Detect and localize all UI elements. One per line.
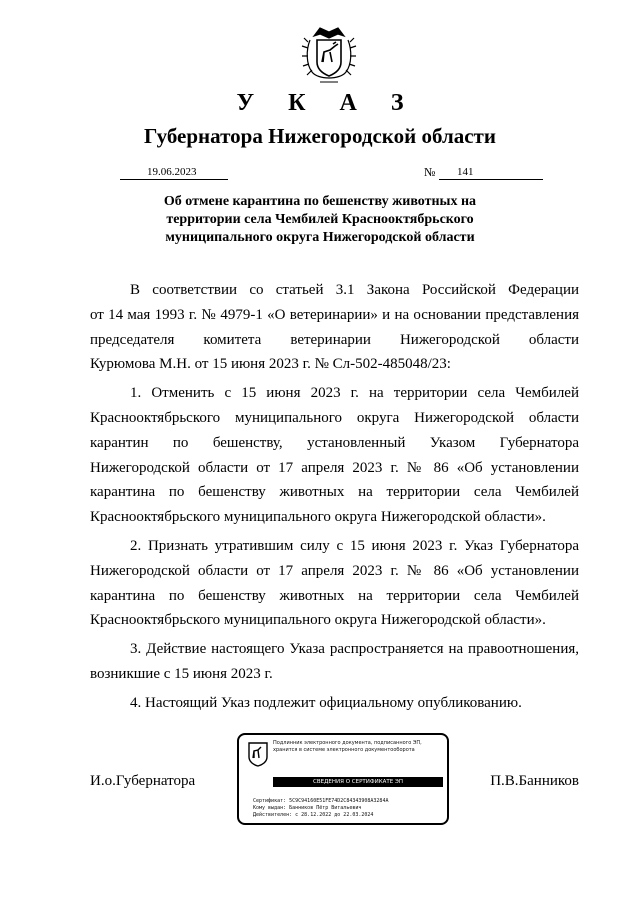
subject-line: Об отмене карантина по бешенству животных на — [163, 194, 477, 209]
text-line: Краснооктябрьского муниципального округа Нижегородской области». — [90, 612, 546, 629]
text-line: возникшие с 15 июня 2023 г. — [90, 665, 273, 682]
text-line: карантин по бешенству, установленный Указом Губернатора — [90, 434, 579, 451]
subject-line: муниципального округа Нижегородской области — [165, 230, 475, 245]
document-number: 141 — [439, 166, 543, 180]
text-line: 1. Отменить с 15 июня 2023 г. на территории села Чембилей — [130, 385, 579, 402]
text-line: карантина по бешенству животных на территории села Чембилей — [90, 484, 579, 501]
certificate-owner: Кому выдан: Банников Пётр Витальевич — [253, 805, 362, 812]
document-body — [90, 278, 579, 716]
coat-of-arms-icon — [300, 22, 358, 86]
stamp-certificate-info — [253, 798, 388, 820]
coat-of-arms-icon — [247, 741, 269, 767]
document-subject — [130, 193, 510, 247]
text-line: 3. Действие настоящего Указа распространяется на правоотношения, — [130, 641, 579, 658]
paragraph-item-1 — [90, 381, 579, 530]
text-line: председателя комитета ветеринарии Нижегородской области — [90, 331, 579, 348]
stamp-note-line: хранится в системе электронного документооборота — [273, 747, 415, 753]
subject-line: территории села Чембилей Краснооктябрьского — [166, 212, 474, 227]
text-line: Краснооктябрьского муниципального округа Нижегородской области». — [90, 509, 546, 526]
stamp-note-line: Подлинник электронного документа, подписанного ЭП, — [273, 740, 422, 746]
document-type-title: У К А З — [236, 90, 418, 116]
text-line: Нижегородской области от 17 апреля 2023 г. № 86 «Об установлении — [90, 459, 579, 476]
issuer-title: Губернатора Нижегородской области — [144, 124, 496, 148]
text-line: В соответствии со статьей 3.1 Закона Российской Федерации — [130, 282, 579, 298]
paragraph-preamble — [90, 278, 579, 377]
text-line: 2. Признать утратившим силу с 15 июня 2023 г. Указ Губернатора — [130, 537, 579, 554]
text-line: Краснооктябрьского муниципального округа Нижегородской области — [90, 409, 579, 426]
certificate-validity: Действителен: с 28.12.2022 до 22.03.2024 — [253, 812, 374, 819]
text-line: карантина по бешенству животных на территории села Чембилей — [90, 587, 579, 604]
paragraph-item-4 — [90, 691, 579, 716]
text-line: 4. Настоящий Указ подлежит официальному опубликованию. — [130, 694, 522, 711]
paragraph-item-2 — [90, 534, 579, 633]
paragraph-item-3 — [90, 637, 579, 687]
stamp-certificate-header: СВЕДЕНИЯ О СЕРТИФИКАТЕ ЭП — [273, 777, 443, 787]
signer-name: П.В.Банников — [490, 773, 579, 789]
number-label: № — [424, 165, 436, 179]
text-line: от 14 мая 1993 г. № 4979-1 «О ветеринарии» и на основании представления — [90, 306, 579, 323]
document-date: 19.06.2023 — [120, 166, 228, 180]
signer-position: И.о.Губернатора — [90, 773, 196, 789]
electronic-signature-stamp — [237, 733, 449, 825]
text-line: Нижегородской области от 17 апреля 2023 г. № 86 «Об установлении — [90, 562, 579, 579]
stamp-note — [273, 740, 445, 754]
text-line: Курюмова М.Н. от 15 июня 2023 г. № Сл-502-485048/23: — [90, 356, 451, 373]
certificate-id: Сертификат: 5C9C94160E51FE74D2C84343908A3284A — [253, 798, 389, 804]
